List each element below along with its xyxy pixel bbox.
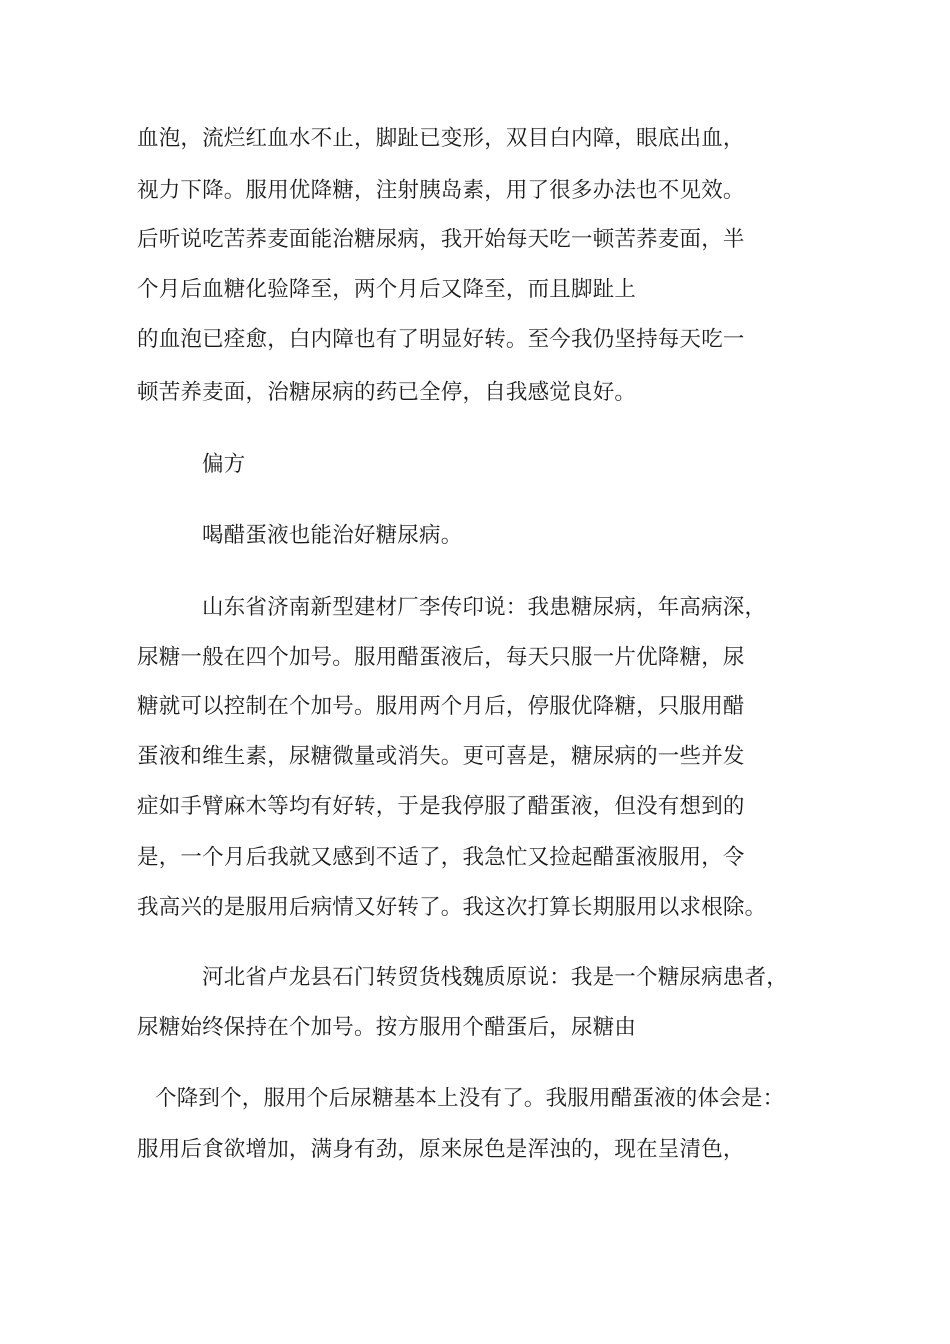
text-line: 喝醋蛋液也能治好糖尿病。 xyxy=(202,523,463,548)
text-line: 服用后食欲增加，满身有劲，原来尿色是浑浊的，现在呈清色， xyxy=(137,1137,745,1162)
text-line: 个月后血糖化验降至，两个月后又降至，而且脚趾上 xyxy=(137,277,637,302)
text-line: 症如手臂麻木等均有好转，于是我停服了醋蛋液，但没有想到的 xyxy=(137,794,745,819)
text-line: 顿苦养麦面，治糖尿病的药已全停，自我感觉良好。 xyxy=(137,380,637,405)
text-line: 糖就可以控制在个加号。服用两个月后，停服优降糖，只服用醋 xyxy=(137,694,745,719)
text-line: 河北省卢龙县石门转贸货栈魏质原说：我是一个糖尿病患者， xyxy=(202,965,788,990)
text-line: 个降到个，服用个后尿糖基本上没有了。我服用醋蛋液的体会是： xyxy=(155,1086,785,1111)
text-line: 蛋液和维生素，尿糖微量或消失。更可喜是，糖尿病的一些并发 xyxy=(137,744,745,769)
text-line: 我高兴的是服用后病情又好转了。我这次打算长期服用以求根除。 xyxy=(137,895,767,920)
text-line: 后听说吃苦荞麦面能治糖尿病，我开始每天吃一顿苦荞麦面，半 xyxy=(137,227,745,252)
text-line: 尿糖始终保持在个加号。按方服用个醋蛋后，尿糖由 xyxy=(137,1015,637,1040)
text-line: 的血泡已痊愈，白内障也有了明显好转。至今我仍坚持每天吃一 xyxy=(137,327,745,352)
text-line: 尿糖一般在四个加号。服用醋蛋液后，每天只服一片优降糖，尿 xyxy=(137,645,745,670)
text-line: 是，一个月后我就又感到不适了，我急忙又捡起醋蛋液服用，令 xyxy=(137,845,745,870)
text-line: 血泡，流烂红血水不止，脚趾已变形，双目白内障，眼底出血， xyxy=(137,126,745,151)
text-line: 山东省济南新型建材厂李传印说：我患糖尿病，年高病深， xyxy=(202,595,767,620)
text-line: 视力下降。服用优降糖，注射胰岛素，用了很多办法也不见效。 xyxy=(137,178,745,203)
section-heading: 偏方 xyxy=(202,452,246,477)
